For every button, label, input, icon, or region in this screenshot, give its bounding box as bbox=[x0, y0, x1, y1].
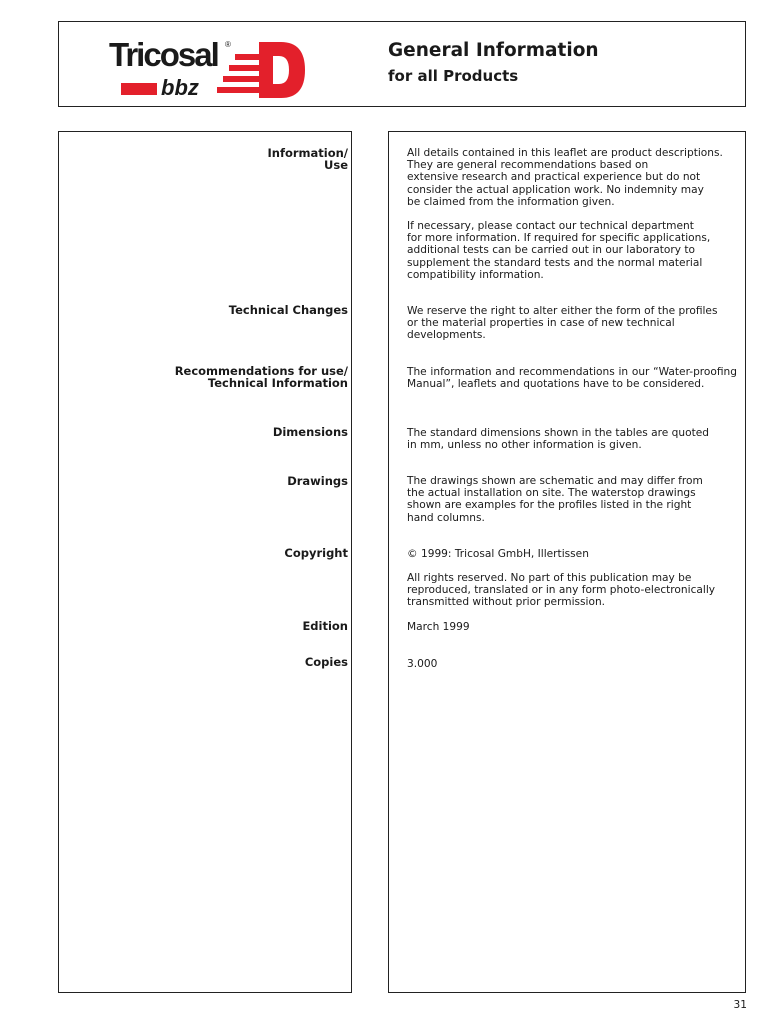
logo-wordmark: Tricosal bbox=[109, 36, 218, 73]
logo-red-bar bbox=[121, 83, 157, 95]
labels-column-box bbox=[58, 131, 352, 993]
header-box bbox=[58, 21, 746, 107]
text-information-use-2: If necessary, please contact our technical department for more information. If required for specific applications, additional tests can be carried out in our laboratory to supplement the standard tests and the normal material compatibility information. bbox=[407, 220, 711, 281]
tricosal-bbz-logo bbox=[109, 36, 309, 98]
text-copies: 3.000 bbox=[407, 658, 438, 670]
logo-stripe-2 bbox=[229, 65, 263, 71]
label-recommendations: Recommendations for use/ Technical Information bbox=[174, 364, 348, 391]
text-copyright-2: All rights reserved. No part of this publication may be reproduced, translated or in any form photo-electronically transmitted without prior permission. bbox=[407, 572, 716, 609]
page-title: General Information bbox=[388, 40, 599, 61]
label-technical-changes: Technical Changes bbox=[228, 303, 348, 317]
text-dimensions: The standard dimensions shown in the tables are quoted in mm, unless no other information is given. bbox=[407, 427, 709, 452]
label-drawings: Drawings bbox=[287, 474, 348, 488]
text-copyright-1: © 1999: Tricosal GmbH, Illertissen bbox=[407, 548, 589, 560]
label-information-use: Information/ Use bbox=[267, 146, 348, 173]
logo-stripe-4 bbox=[217, 87, 263, 93]
text-technical-changes: We reserve the right to alter either the form of the profiles or the material properties in case of new technical developments. bbox=[407, 305, 718, 342]
label-dimensions: Dimensions bbox=[272, 425, 348, 439]
label-copies: Copies bbox=[304, 655, 348, 669]
text-edition: March 1999 bbox=[407, 621, 470, 633]
label-copyright: Copyright bbox=[284, 546, 348, 560]
text-drawings: The drawings shown are schematic and may differ from the actual installation on site. The waterstop drawings shown are examples for the profiles listed in the right hand columns. bbox=[407, 475, 703, 524]
logo-stripe-1 bbox=[235, 54, 263, 60]
page-number: 31 bbox=[733, 999, 747, 1011]
logo-registered-mark: ® bbox=[225, 40, 231, 49]
text-information-use-1: All details contained in this leaflet are product descriptions. They are general recommendations based on extensive research and practical experience but do not consider the actual application work. No indemnity may be claimed from the information given. bbox=[407, 147, 723, 208]
logo-d-mark bbox=[259, 42, 305, 98]
page-subtitle: for all Products bbox=[388, 67, 519, 85]
label-edition: Edition bbox=[302, 619, 348, 633]
logo-stripe-3 bbox=[223, 76, 263, 82]
logo-sub-text: bbz bbox=[161, 75, 199, 98]
text-recommendations: The information and recommendations in our “Water-proofing Manual”, leaflets and quotations have to be considered. bbox=[407, 366, 737, 391]
